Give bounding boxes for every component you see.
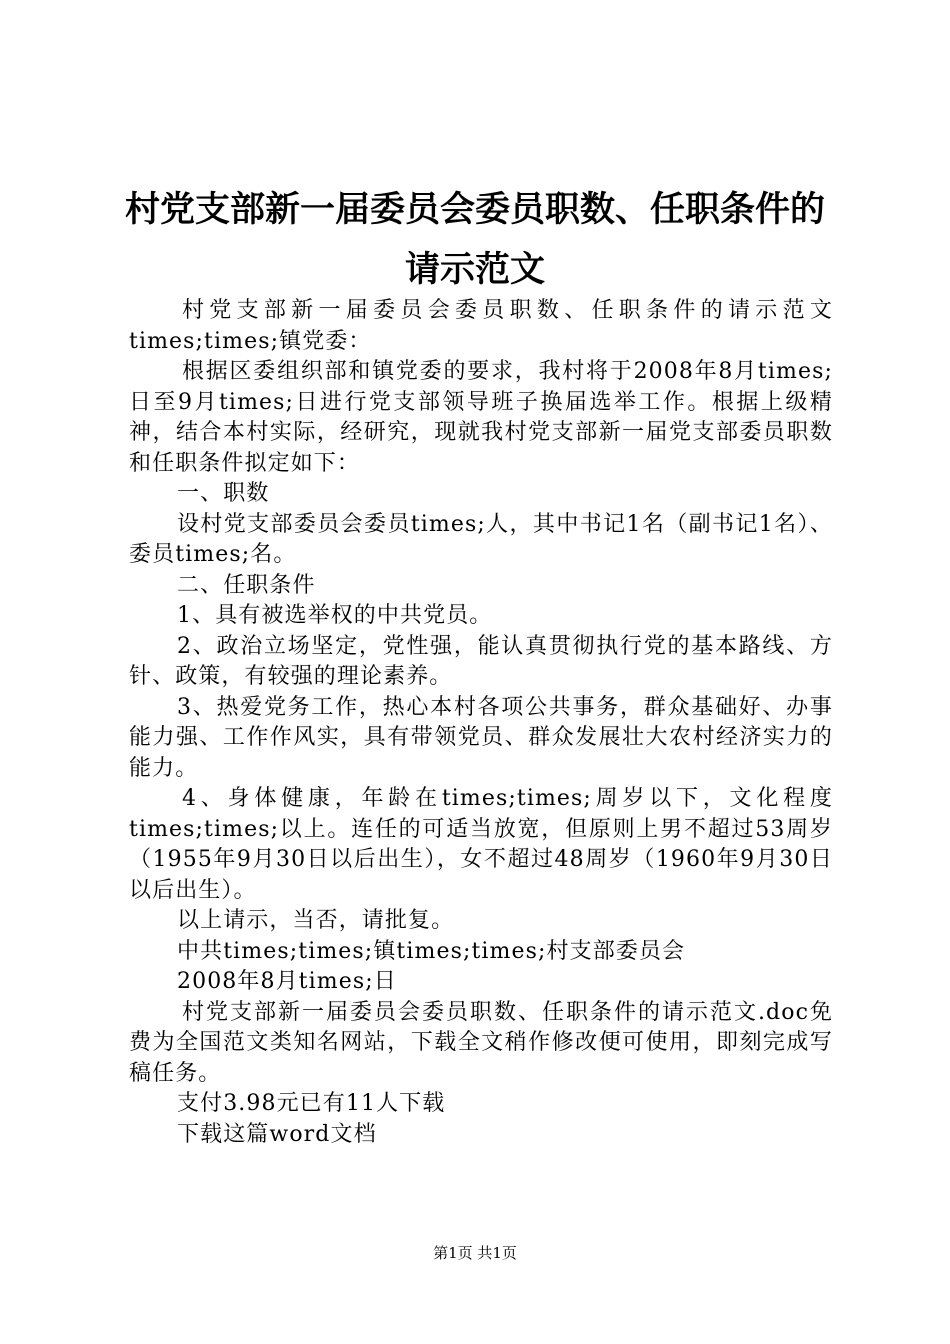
document-body: [129, 296, 833, 1150]
document-title-line-2: 请示范文: [404, 250, 545, 290]
signature-date: 2008年8月times;日: [177, 969, 397, 994]
condition-item-3: 3、热爱党务工作，热心本村各项公共事务，群众基础好、办事能力强、工作作风实，具有带领党员、群众发展壮大农村经济实力的能力。: [129, 694, 833, 781]
condition-item-4: 4、身体健康，年龄在times;times;周岁以下，文化程度times;times;以上。连任的可适当放宽，但原则上男不超过53周岁（1955年9月30日以后出生），女不超过48周岁（1960年9月30日以后出生）。: [129, 786, 833, 903]
signature-organization: 中共times;times;镇times;times;村支部委员会: [177, 938, 686, 964]
download-word-link[interactable]: 下载这篇word文档: [177, 1121, 377, 1147]
condition-item-2: 2、政治立场坚定，党性强，能认真贯彻执行党的基本路线、方针、政策，有较强的理论素养。: [129, 633, 833, 689]
closing-request: 以上请示，当否，请批复。: [177, 908, 455, 933]
condition-item-1: 1、具有被选举权的中共党员。: [177, 603, 493, 628]
quota-paragraph: 设村党支部委员会委员times;人，其中书记1名（副书记1名）、委员times;名。: [129, 511, 833, 567]
salutation-paragraph: 村党支部新一届委员会委员职数、任职条件的请示范文times;times;镇党委：: [129, 298, 833, 354]
payment-info: 支付3.98元已有11人下载: [177, 1091, 446, 1116]
page-footer: 第1页 共1页: [433, 1244, 517, 1262]
download-promo-text: 村党支部新一届委员会委员职数、任职条件的请示范文.doc免费为全国范文类知名网站，下载全文稍作修改便可使用，即刻完成写稿任务。: [129, 999, 833, 1086]
section-heading-quota: 一、职数: [177, 481, 270, 506]
section-heading-conditions: 二、任职条件: [177, 572, 316, 598]
document-title-line-1: 村党支部新一届委员会委员职数、任职条件的: [124, 190, 825, 230]
intro-paragraph: 根据区委组织部和镇党委的要求，我村将于2008年8月times;日至9月times;日进行党支部领导班子换届选举工作。根据上级精神，结合本村实际，经研究，现就我村党支部新一届党支部委员职数和任职条件拟定如下：: [129, 359, 833, 476]
